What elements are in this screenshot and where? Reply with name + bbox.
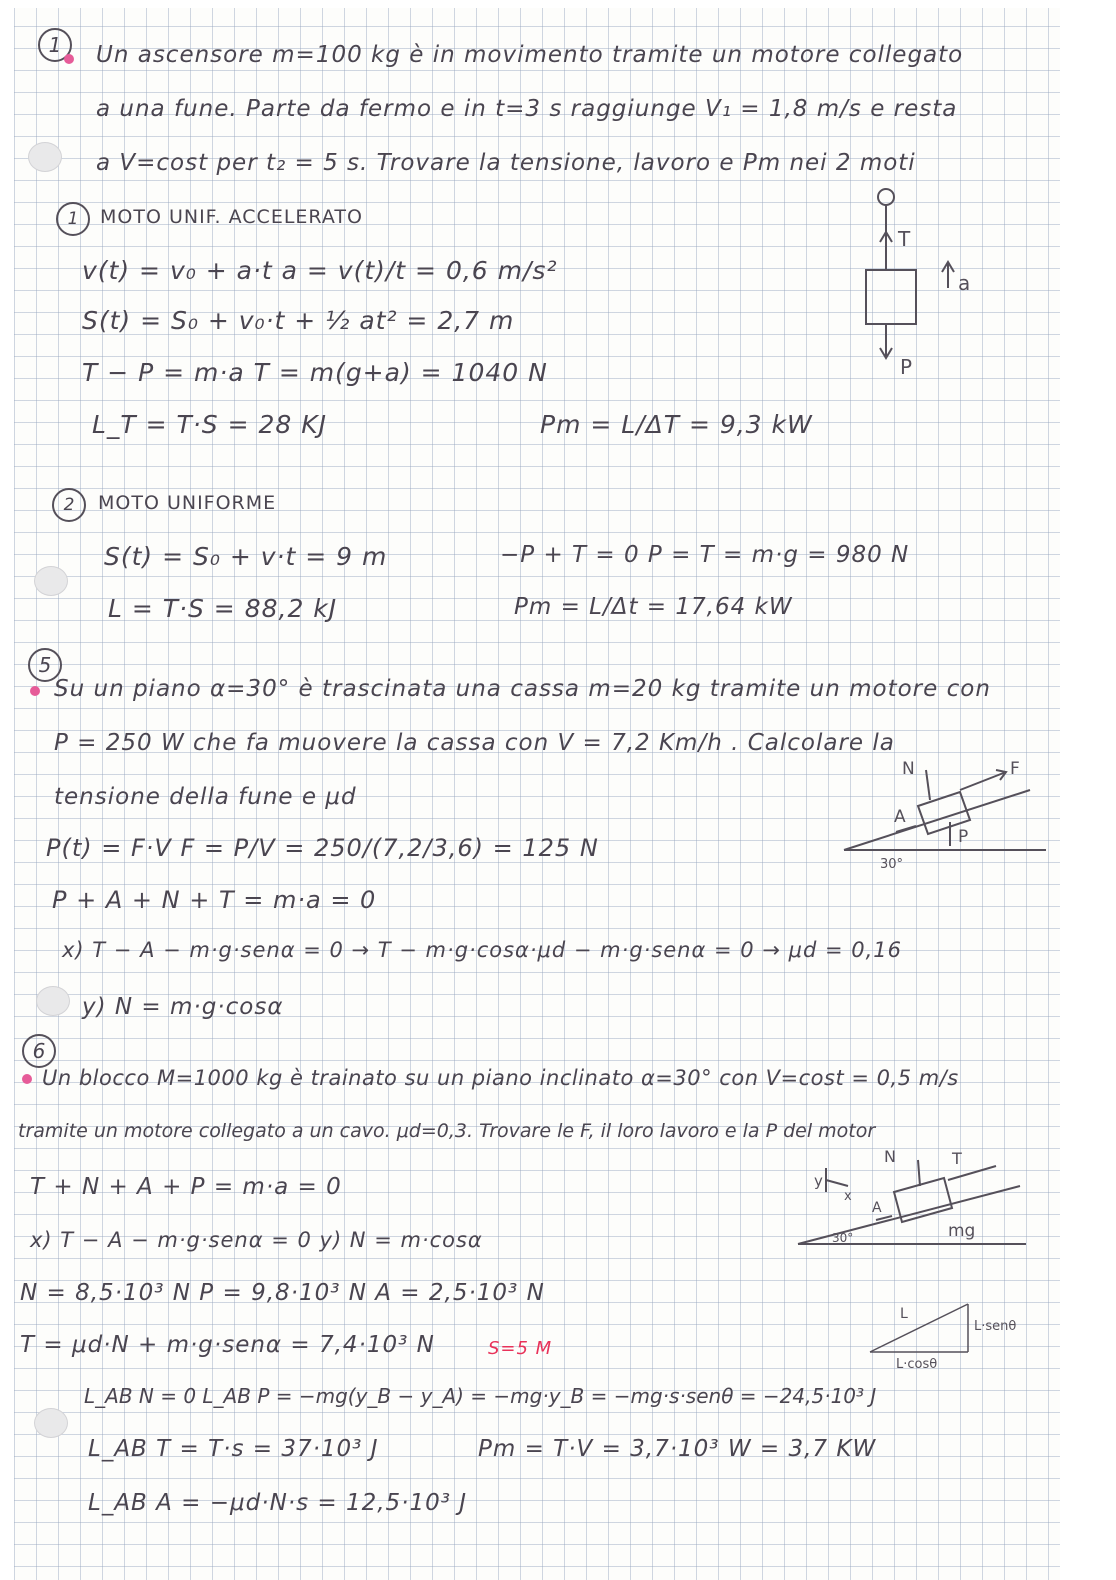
problem5-line2: P + A + N + T = m·a = 0 [52, 886, 377, 914]
friction-label: A [894, 807, 906, 827]
bullet-dot [64, 54, 74, 64]
problem6-line1: T + N + A + P = m·a = 0 [30, 1174, 342, 1200]
part2-right2: Pm = L/Δt = 17,64 kW [514, 594, 793, 620]
part-number-2: 2 [52, 488, 86, 522]
normal-label: N [884, 1147, 896, 1166]
angle-label: 30° [880, 857, 904, 872]
y-axis-label: y [814, 1172, 823, 1190]
angle-label: 30° [832, 1231, 854, 1245]
problem5-statement-line2: P = 250 W che fa muovere la cassa con V = 7,2 Km/h . Calcolare la [54, 730, 895, 756]
part1-power: Pm = L/ΔT = 9,3 kW [540, 410, 813, 439]
binder-hole [34, 1408, 68, 1438]
weight-label: P [958, 827, 969, 847]
part2-line1: S(t) = S₀ + v·t = 9 m [104, 542, 388, 571]
problem6-statement-line2: tramite un motore collegato a un cavo. μd=0,3. Trovare le F, il loro lavoro e la P del motor [18, 1120, 876, 1142]
accel-label: a [958, 271, 971, 295]
problem6-line2: x) T − A − m·g·senα = 0 y) N = m·cosα [30, 1228, 483, 1252]
problem5-statement-line3: tensione della fune e μd [54, 784, 357, 810]
problem1-statement-line1: Un ascensore m=100 kg è in movimento tramite un motore collegato [96, 42, 964, 68]
problem6-line4: T = μd·N + m·g·senα = 7,4·10³ N [20, 1332, 435, 1358]
adj-label: L·cosθ [896, 1357, 938, 1372]
page-margin-top [0, 0, 1116, 8]
force-label: F [1010, 759, 1020, 779]
tension-label: T [952, 1149, 962, 1168]
problem6-line3: N = 8,5·10³ N P = 9,8·10³ N A = 2,5·10³ N [20, 1280, 545, 1306]
elevator-diagram [850, 180, 1010, 380]
problem6-power: Pm = T·V = 3,7·10³ W = 3,7 KW [478, 1436, 877, 1462]
page-margin-right [1060, 0, 1116, 1580]
hyp-label: L [900, 1306, 908, 1322]
problem6-line7: L_AB A = −μd·N·s = 12,5·10³ J [88, 1490, 468, 1516]
problem6-statement-line1: Un blocco M=1000 kg è trainato su un piano inclinato α=30° con V=cost = 0,5 m/s [42, 1066, 959, 1090]
problem5-line1: P(t) = F·V F = P/V = 250/(7,2/3,6) = 125 N [46, 834, 599, 862]
page-margin-left [0, 0, 14, 1580]
problem6-line6: L_AB T = T·s = 37·10³ J [88, 1436, 379, 1462]
part1-line1: v(t) = v₀ + a·t a = v(t)/t = 0,6 m/s² [82, 256, 558, 285]
problem-number-6: 6 [22, 1034, 56, 1068]
problem6-line5: L_AB N = 0 L_AB P = −mg(y_B − y_A) = −mg·y_B = −mg·s·senθ = −24,5·10³ J [84, 1384, 877, 1408]
weight-label: mg [948, 1221, 976, 1241]
part-number-1: 1 [56, 202, 90, 236]
friction-label: A [872, 1200, 882, 1216]
part2-right1: −P + T = 0 P = T = m·g = 980 N [500, 542, 910, 568]
binder-hole [34, 566, 68, 596]
bullet-dot [22, 1074, 32, 1084]
problem5-line4: y) N = m·g·cosα [82, 994, 284, 1020]
normal-label: N [902, 759, 915, 779]
weight-label: P [900, 355, 913, 379]
incline-diagram-6 [796, 1146, 1036, 1256]
part2-line2: L = T·S = 88,2 kJ [108, 594, 338, 623]
bullet-dot [30, 686, 40, 696]
side-note: S=5 M [488, 1338, 553, 1359]
binder-hole [28, 142, 62, 172]
incline-diagram-5 [840, 750, 1050, 880]
problem1-statement-line2: a una fune. Parte da fermo e in t=3 s raggiunge V₁ = 1,8 m/s e resta [96, 96, 958, 122]
part1-title: MOTO UNIF. ACCELERATO [100, 206, 363, 228]
problem-number-5: 5 [28, 648, 62, 682]
tension-label: T [898, 227, 911, 251]
problem-number-1: 1 [38, 28, 72, 62]
problem5-line3: x) T − A − m·g·senα = 0 → T − m·g·cosα·μd − m·g·senα = 0 → μd = 0,16 [62, 938, 902, 962]
opp-label: L·senθ [974, 1319, 1017, 1334]
part1-line2: S(t) = S₀ + v₀·t + ½ at² = 2,7 m [82, 306, 515, 335]
triangle-diagram [860, 1290, 1050, 1390]
x-axis-label: x [844, 1189, 852, 1204]
part1-line3: T − P = m·a T = m(g+a) = 1040 N [82, 358, 548, 387]
problem5-statement-line1: Su un piano α=30° è trascinata una cassa m=20 kg tramite un motore con [54, 676, 991, 702]
part2-title: MOTO UNIFORME [98, 492, 277, 514]
problem1-statement-line3: a V=cost per t₂ = 5 s. Trovare la tensione, lavoro e Pm nei 2 moti [96, 150, 916, 176]
part1-line4: L_T = T·S = 28 KJ [92, 410, 327, 439]
binder-hole [36, 986, 70, 1016]
